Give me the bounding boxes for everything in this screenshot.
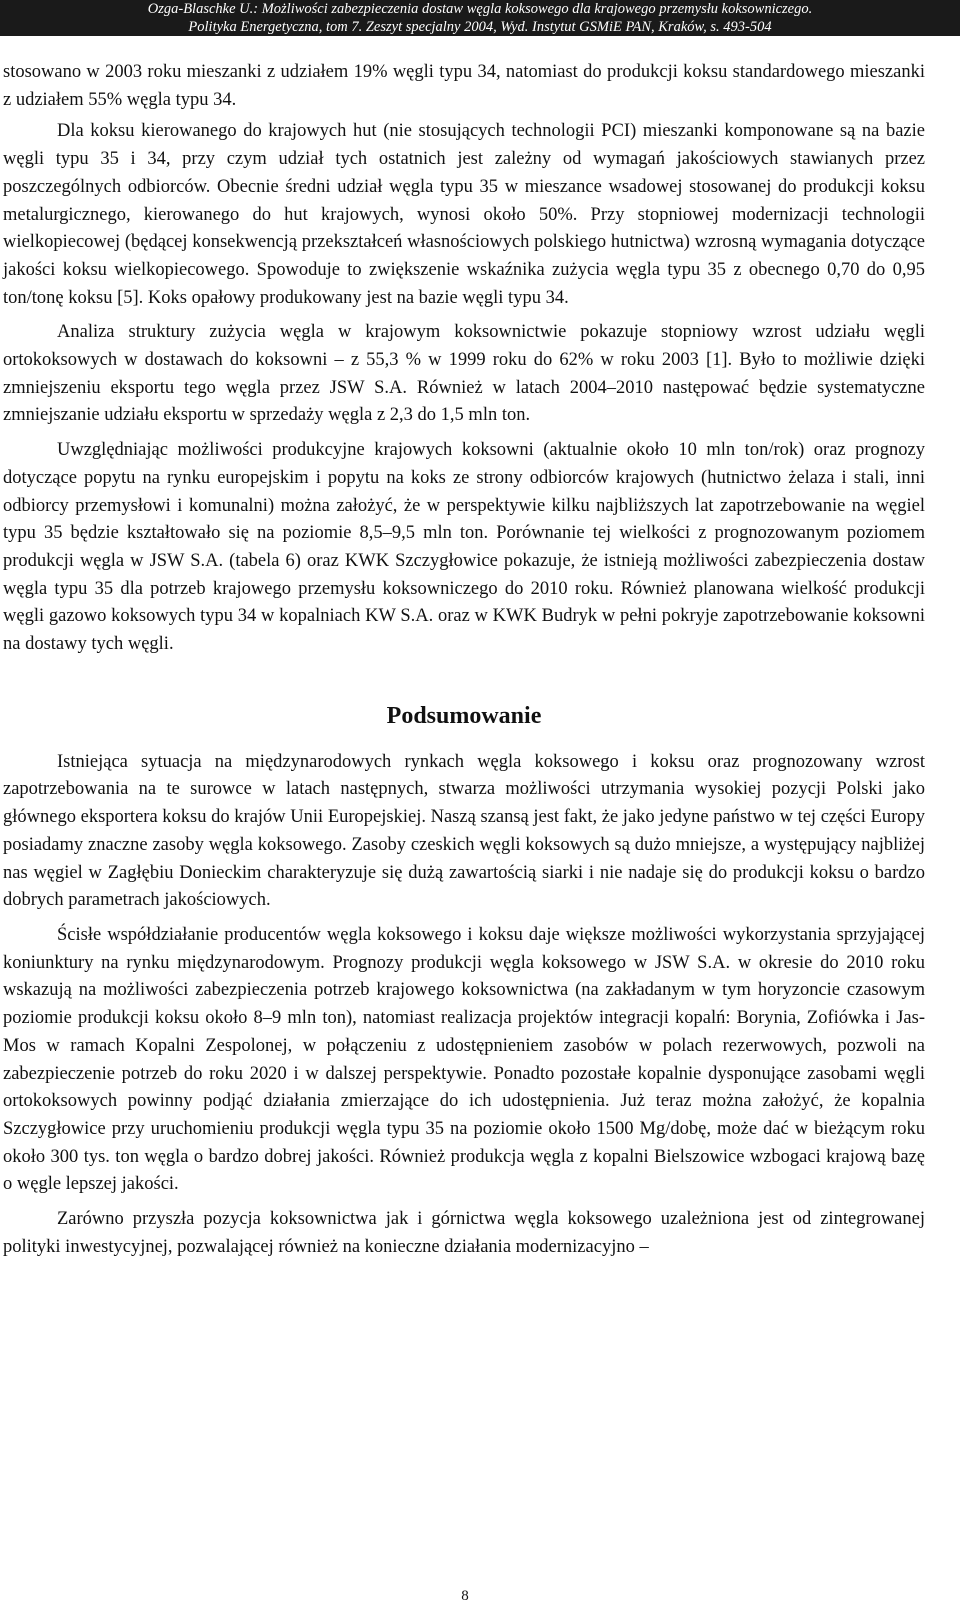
paragraph-production-capacity: Uwzględniając możliwości produkcyjne krajowych koksowni (aktualnie około 10 mln ton/rok) oraz prognozy dotyczące popytu na rynku europejskim i popytu na koks ze strony odbiorców krajowych (hutnictwo żelaza i stali, inni odbiorcy przemysłowi i komunalni) można założyć, że w perspektywie kilku najbliższych lat zapotrzebowanie na węgiel typu 35 będzie kształtowało się na poziomie 8,5–9,5 mln ton. Porównanie tej wielkości z prognozowanym poziomem produkcji węgla w JSW S.A. (tabela 6) oraz KWK Szczygłowice pokazuje, że istnieją możliwości zabezpieczenia dostaw węgla typu 35 dla potrzeb krajowego przemysłu koksowniczego do 2010 roku. Również planowana wielkość produkcji węgli gazowo koksowych typu 34 w kopalniach KW S.A. oraz w KWK Budryk w pełni pokryje zapotrzebowanie koksowni na dostawy tych węgli. [3, 440, 925, 655]
paragraph-continuation: stosowano w 2003 roku mieszanki z udziałem 19% węgli typu 34, natomiast do produkcji koksu standardowego mieszanki z udziałem 55% węgla typu 34. [3, 62, 925, 110]
citation-line-2: Polityka Energetyczna, tom 7. Zeszyt specjalny 2004, Wyd. Instytut GSMiE PAN, Kraków, s. 493-504 [188, 19, 772, 35]
citation-header [0, 0, 960, 36]
document-body [3, 59, 925, 1268]
section-title: Podsumowanie [386, 702, 542, 729]
citation-line-1: Ozga-Blaschke U.: Możliwości zabezpieczenia dostaw węgla koksowego dla krajowego przemysłu koksowniczego. [147, 1, 813, 17]
paragraph-coal-structure: Analiza struktury zużycia węgla w krajowym koksownictwie pokazuje stopniowy wzrost udziału węgli ortokoksowych w dostawach do koksowni – z 55,3 % w 1999 roku do 62% w roku 2003 [1]. Było to możliwie dzięki zmniejszeniu eksportu tego węgla przez JSW S.A. Również w latach 2004–2010 następować będzie systematyczne zmniejszanie udziału eksportu w sprzedaży węgla z 2,3 do 1,5 mln ton. [3, 322, 925, 426]
paragraph-coke-blends: Dla koksu kierowanego do krajowych hut (nie stosujących technologii PCI) mieszanki komponowane są na bazie węgli typu 35 i 34, przy czym udział tych ostatnich jest zależny od wymagań jakościowych stawianych przez poszczególnych odbiorców. Obecnie średni udział węgla typu 35 w mieszance wsadowej stosowanej do produkcji koksu metalurgicznego, kierowanego do hut krajowych, wynosi około 50%. Przy stopniowej modernizacji technologii wielkopiecowej (będącej konsekwencją przekształceń własnościowych polskiego hutnictwa) wzrosną wymagania dotyczące jakości koksu wielkopiecowego. Spowoduje to zwiększenie wskaźnika zużycia węgla typu 35 z obecnego 0,70 do 0,95 ton/tonę koksu [5]. Koks opałowy produkowany jest na bazie węgli typu 34. [3, 121, 925, 308]
summary-paragraph-1: Istniejąca sytuacja na międzynarodowych rynkach węgla koksowego i koksu oraz prognozowany wzrost zapotrzebowania na te surowce w latach następnych, stwarza możliwości utrzymania wysokiej pozycji Polski jako głównego eksportera koksu do krajów Unii Europejskiej. Naszą szansą jest fakt, że jako jedyne państwo w tej części Europy posiadamy znaczne zasoby węgla koksowego. Zasoby czeskich węgli koksowych są dużo mniejsze, a występujący najbliżej nas węgiel w Zagłębiu Donieckim charakteryzuje się dużą zawartością siarki i nie nadaje się do produkcji koksu o bardzo dobrych parametrach jakościowych. [3, 751, 925, 911]
summary-paragraph-2: Ścisłe współdziałanie producentów węgla koksowego i koksu daje większe możliwości wykorzystania sprzyjającej koniunktury na rynku międzynarodowym. Prognozy produkcji węgla koksowego w JSW S.A. w okresie do 2010 roku wskazują na możliwości zabezpieczenia potrzeb krajowego koksownictwa (na zakładanym w tym horyzoncie czasowym poziomie produkcji koksu około 8–9 mln ton), natomiast realizacja projektów integracji kopalń: Borynia, Zofiówka i Jas-Mos w ramach Kopalni Zespolonej, w połączeniu z udostępnieniem zasobów w polach rezerwowych, pozwoli na zabezpieczenie potrzeb do roku 2020 i w dalszej perspektywie. Ponadto pozostałe kopalnie dysponujące zasobami węgli ortokoksowych powinny podjąć działania zmierzające do ich udostępnienia. Już teraz można założyć, że kopalnia Szczygłowice przy uruchomieniu produkcji węgla typu 35 na poziomie około 1500 Mg/dobę, może dać w bieżącym roku około 300 tys. ton węgla o bardzo dobrej jakości. Również produkcja węgla z kopalni Bielszowice wzbogaci krajową bazę o węgle lepszej jakości. [3, 924, 925, 1195]
summary-paragraph-3: Zarówno przyszła pozycja koksownictwa jak i górnictwa węgla koksowego uzależniona jest od zintegrowanej polityki inwestycyjnej, pozwalającej również na konieczne działania modernizacyjno – [3, 1209, 925, 1257]
page-number: 8 [461, 1588, 469, 1604]
